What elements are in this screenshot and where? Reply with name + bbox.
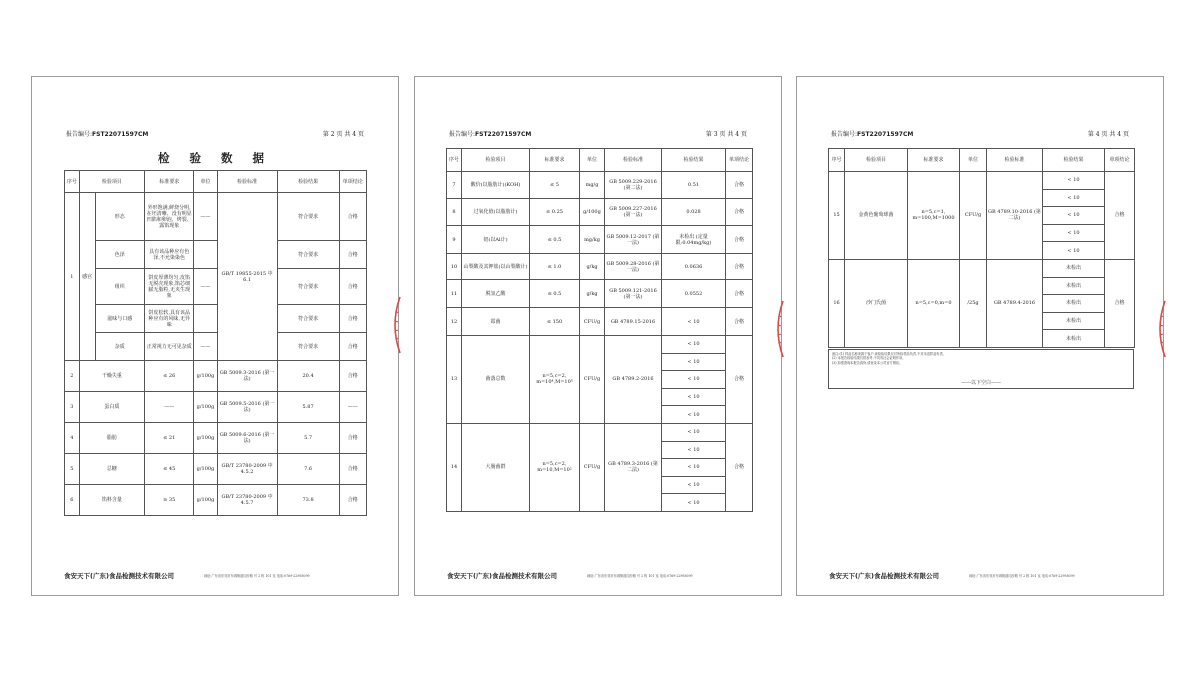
row-item: 滋味与口感 [95,305,144,333]
row-item: 大肠菌群 [462,423,530,511]
row-item: 蛋白质 [79,392,144,423]
row-no: 2 [65,361,80,392]
page-title: 检 验 数 据 [157,151,272,165]
row-unit: —— [194,193,217,241]
row-result: 符合要求 [277,305,339,333]
table-row [829,259,1135,277]
row-conclusion: 合格 [726,254,753,280]
red-seal-stamp [388,295,402,355]
row-conclusion: 合格 [1105,172,1135,260]
header-cell: 序号 [447,149,462,172]
row-result: 0.0636 [662,254,726,280]
row-no: 6 [65,485,80,516]
row-result: < 10 [662,308,726,336]
header-cell: 单项结论 [1105,149,1135,172]
page-number: 第 2 页 共 4 页 [322,131,364,138]
row-req: ≥ 35 [144,485,193,516]
row-std: GB 4789.15-2016 [605,308,662,336]
company-name: 食安天下(广东)食品检测技术有限公司 [447,572,557,580]
row-result: < 10 [662,336,726,354]
row-no: 15 [829,172,845,260]
page-number: 第 3 页 共 4 页 [705,131,747,138]
row-std: GB 5009.227-2016 (第一法) [605,199,662,226]
row-conclusion: 合格 [339,485,366,516]
table-row [65,454,367,485]
table-row [447,226,753,254]
table-row [447,254,753,280]
report-page-2 [31,76,399,596]
row-unit [194,241,217,269]
table-row [829,172,1135,190]
row-result: < 10 [662,423,726,441]
header-cell: 检验项目 [79,171,144,193]
row-conclusion: 合格 [339,333,366,361]
row-req: ≤ 0.5 [530,280,580,308]
row-result: < 10 [662,476,726,494]
company-address: 地址:广东省东莞市东城街道同沙路 号 2 栋 101 室 电话:0769-22993099 [204,574,310,578]
table-header-row [447,149,753,172]
report-no-label: 报告编号: [831,131,858,138]
table-row [65,485,367,516]
row-item: 金黄色葡萄球菌 [845,172,908,260]
header-cell: 检验结果 [662,149,726,172]
row-conclusion: —— [339,392,366,423]
row-std: GB/T 23780-2009 中 4.5.7 [217,485,277,516]
report-notes [828,349,1134,389]
header-cell: 检验标准 [605,149,662,172]
row-result: 7.6 [277,454,339,485]
row-result: 0.51 [662,172,726,199]
page-footer [829,571,1131,581]
row-item: 山梨酸及其钾盐(以山梨酸计) [462,254,530,280]
report-page-3 [414,76,782,596]
results-table [446,148,753,512]
row-unit [194,305,217,333]
table-row [65,361,367,392]
header-cell: 标准要求 [144,171,193,193]
header-cell: 序号 [829,149,845,172]
row-result: 符合要求 [277,269,339,305]
row-req: —— [144,392,193,423]
row-item: 杂质 [95,333,144,361]
row-item: 沙门氏菌 [845,259,908,347]
row-std: GB/T 23780-2009 中 4.5.2 [217,454,277,485]
page-header [449,129,747,139]
note-line: (3) 如需查询本报告真伪,请登录本公司官方网站。 [832,360,903,365]
row-std: GB 5009.121-2016 (第一法) [605,280,662,308]
row-req: ≤ 26 [144,361,193,392]
table-row [65,241,367,269]
row-unit: CFU/g [580,336,605,424]
row-item: 形态 [95,193,144,241]
row-result: < 10 [1043,242,1105,260]
row-item: 酸价(以脂肪计)(KOH) [462,172,530,199]
row-group: 感官 [79,193,95,361]
page-footer [64,571,366,581]
row-item: 馅料含量 [79,485,144,516]
row-unit: CFU/g [960,172,987,260]
header-cell: 标准要求 [908,149,960,172]
row-no: 1 [65,193,80,361]
table-row [65,392,367,423]
row-item: 干燥失重 [79,361,144,392]
row-result: < 10 [662,494,726,512]
row-result: < 10 [1043,172,1105,190]
row-result: 未检出 [1043,259,1105,277]
table-row [65,423,367,454]
row-std: GB/T 19855-2015 中 6.1 [217,193,277,361]
row-result: 73.8 [277,485,339,516]
table-row [65,333,367,361]
row-no: 16 [829,259,845,347]
row-no: 7 [447,172,462,199]
row-no: 3 [65,392,80,423]
row-no: 5 [65,454,80,485]
row-unit: g/kg [580,254,605,280]
row-conclusion: 合格 [339,193,366,241]
row-unit: g/kg [580,280,605,308]
row-unit: mg/g [580,172,605,199]
row-result: 20.4 [277,361,339,392]
row-std: GB 5009.28-2016 (第一法) [605,254,662,280]
row-unit: —— [194,269,217,305]
row-result: < 10 [1043,207,1105,225]
table-row [447,280,753,308]
row-item: 脂肪 [79,423,144,454]
row-result: 未检出 (定量限:0.04mg/kg) [662,226,726,254]
row-item: 霉菌 [462,308,530,336]
header-cell: 检验项目 [845,149,908,172]
row-result: < 10 [1043,189,1105,207]
row-unit: —— [194,333,217,361]
row-std: GB 5009.229-2016 (第二法) [605,172,662,199]
report-no: FST22071597CM [92,131,149,138]
row-conclusion: 合格 [726,199,753,226]
row-req: 具有该品种应有色泽,不允染染色 [144,241,193,269]
row-std: GB 4789.4-2016 [987,259,1043,347]
row-std: GB 4789.2-2016 [605,336,662,424]
header-cell: 序号 [65,171,80,193]
row-no: 8 [447,199,462,226]
row-req: n=5,c=0,m=0 [908,259,960,347]
row-req: 外形饱满,鲜烧分明,在坯清晰、没有明显凹陷和卵泡、烤裂、露馅现象 [144,193,193,241]
header-cell: 检验标准 [987,149,1043,172]
row-result: 符合要求 [277,193,339,241]
row-req: ≤ 21 [144,423,193,454]
row-item: 菌落总数 [462,336,530,424]
row-no: 10 [447,254,462,280]
row-unit: g/100g [194,392,217,423]
row-result: < 10 [662,406,726,424]
row-item: 总糖 [79,454,144,485]
row-req: 饼皮松软,具有该品种应有的风味,无异味 [144,305,193,333]
row-conclusion: 合格 [726,423,753,511]
note-line: 备注:(1) 样品名称来源于客户,该检验结果仅对所检样品负责,不对未送样品负责。 [832,352,946,356]
row-std: GB 4789.10-2016 (第二法) [987,172,1043,260]
header-cell: 标准要求 [530,149,580,172]
row-conclusion: 合格 [726,172,753,199]
table-header-row [829,149,1135,172]
row-req: ≤ 1.0 [530,254,580,280]
row-unit: g/100g [194,361,217,392]
company-name: 食安天下(广东)食品检测技术有限公司 [64,572,174,580]
row-req: n=5,c=2, m=10,M=10² [530,423,580,511]
table-row [447,172,753,199]
row-conclusion: 合格 [339,241,366,269]
row-item: 铝(以Al计) [462,226,530,254]
row-no: 9 [447,226,462,254]
row-result: < 10 [662,388,726,406]
row-conclusion: 合格 [339,423,366,454]
row-result: 符合要求 [277,333,339,361]
table-row [65,269,367,305]
row-item: 色泽 [95,241,144,269]
row-no: 12 [447,308,462,336]
row-result: < 10 [1043,224,1105,242]
row-std: GB 5009.5-2016 (第一法) [217,392,277,423]
row-result: 0.028 [662,199,726,226]
table-row [447,423,753,441]
header-cell: 单位 [580,149,605,172]
row-result: 0.0552 [662,280,726,308]
row-no: 4 [65,423,80,454]
red-seal-stamp [771,299,785,359]
row-result: 未检出 [1043,295,1105,313]
table-row [447,336,753,354]
row-std: GB 5009.6-2016 (第一法) [217,423,277,454]
seal-arc [778,301,783,357]
row-conclusion: 合格 [339,305,366,333]
page-number: 第 4 页 共 4 页 [1087,131,1129,138]
row-unit: g/100g [194,454,217,485]
row-conclusion: 合格 [726,226,753,254]
row-conclusion: 合格 [339,454,366,485]
header-cell: 单项结论 [726,149,753,172]
note-line: (2) 本报告检验结果仅供参考,不具有社会证明作用。 [832,356,906,361]
row-result: < 10 [662,353,726,371]
row-unit: CFU/g [580,423,605,511]
row-req: ≤ 150 [530,308,580,336]
table-header-row [65,171,367,193]
row-no: 11 [447,280,462,308]
row-std: GB 5009.3-2016 (第一法) [217,361,277,392]
row-conclusion: 合格 [339,269,366,305]
row-conclusion: 合格 [726,280,753,308]
company-name: 食安天下(广东)食品检测技术有限公司 [829,572,939,580]
header-cell: 单位 [194,171,217,193]
header-cell: 检验标准 [217,171,277,193]
report-no-label: 报告编号: [449,131,476,138]
row-req: 正常视力无可见杂质 [144,333,193,361]
row-item: 过氧化值(以脂肪计) [462,199,530,226]
header-cell: 检验结果 [1043,149,1105,172]
row-unit: CFU/g [580,308,605,336]
row-result: 5.7 [277,423,339,454]
report-no: FST22071597CM [857,131,914,138]
table-row [447,199,753,226]
row-std: GB 5009.12-2017 (第一法) [605,226,662,254]
end-of-report-mark: ——以下空白—— [960,380,1001,387]
row-req: n=5,c=1, m=100,M=1000 [908,172,960,260]
row-std: GB 4789.3-2016 (第二法) [605,423,662,511]
row-result: 符合要求 [277,241,339,269]
row-req: ≤ 5 [530,172,580,199]
company-address: 地址:广东省东莞市东城街道同沙路 号 2 栋 101 室 电话:0769-22993099 [969,574,1075,578]
row-result: < 10 [662,371,726,389]
table-row [65,193,367,241]
table-row [447,308,753,336]
header-cell: 检验结果 [277,171,339,193]
page-footer [447,571,749,581]
row-item: 脱氢乙酸 [462,280,530,308]
row-unit: /25g [960,259,987,347]
row-no: 14 [447,423,462,511]
row-unit: mg/kg [580,226,605,254]
red-seal-stamp [1153,299,1167,359]
report-no-label: 报告编号: [66,131,93,138]
row-req: ≤ 45 [144,454,193,485]
row-conclusion: 合格 [1105,259,1135,347]
row-req: n=5,c=2, m=10⁴,M=10⁵ [530,336,580,424]
page-header [66,129,364,139]
row-unit: g/100g [194,485,217,516]
row-result: < 10 [662,441,726,459]
row-result: 未检出 [1043,330,1105,348]
row-conclusion: 合格 [339,361,366,392]
row-result: 未检出 [1043,312,1105,330]
row-result: < 10 [662,459,726,477]
row-req: ≤ 0.25 [530,199,580,226]
seal-arc [395,297,400,353]
row-no: 13 [447,336,462,424]
header-cell: 检验项目 [462,149,530,172]
header-cell: 单项结论 [339,171,366,193]
row-unit: g/100g [580,199,605,226]
table-row [65,305,367,333]
row-conclusion: 合格 [726,336,753,424]
company-address: 地址:广东省东莞市东城街道同沙路 号 2 栋 101 室 电话:0769-22993099 [587,574,693,578]
seal-arc [1160,301,1165,357]
row-result: 未检出 [1043,277,1105,295]
page-header [831,129,1129,139]
row-item: 组织 [95,269,144,305]
row-req: ≤ 0.5 [530,226,580,254]
report-no: FST22071597CM [475,131,532,138]
results-table [64,170,367,516]
row-unit: g/100g [194,423,217,454]
header-cell: 单位 [960,149,987,172]
row-conclusion: 合格 [726,308,753,336]
row-req: 饼皮厚薄均匀,皮馅无脱壳现象,馅芯细腻无脂粒,无夹生现象 [144,269,193,305]
results-table [828,148,1135,348]
row-result: 5.87 [277,392,339,423]
report-page-4 [796,76,1164,596]
